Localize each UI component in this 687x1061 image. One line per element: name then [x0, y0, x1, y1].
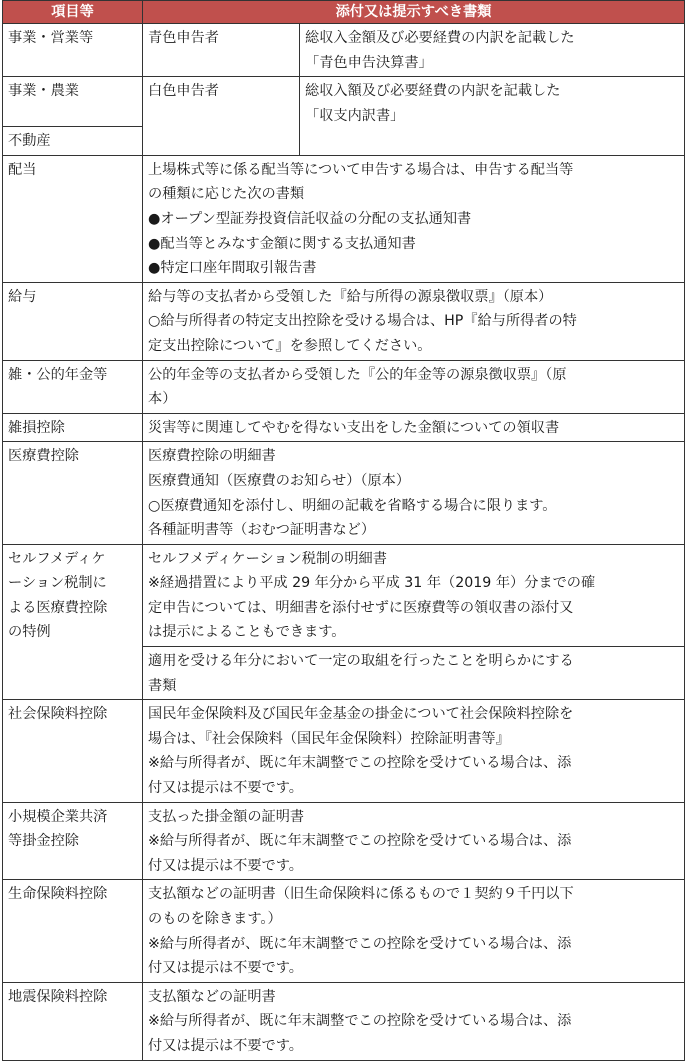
- table-row: [3, 700, 685, 802]
- row-label-business-agri: 事業・農業: [3, 77, 143, 127]
- blue-filer-label: 青色申告者: [143, 24, 300, 77]
- row-label-life-insurance: 生命保険料控除: [3, 880, 143, 982]
- salary-docs: 給与等の支払者から受領した『給与所得の源泉徴収票』（原本） ○給与所得者の特定支出控除を受ける場合は、HP『給与所得者の特 定支出控除について』を参照してください。: [143, 282, 685, 360]
- row-label-casualty: 雑損控除: [3, 413, 143, 442]
- white-filer-docs: 総収入額及び必要経費の内訳を記載した 「収支内訳書」: [300, 77, 685, 156]
- table-row: [3, 413, 685, 442]
- table-row: [3, 77, 685, 127]
- earthquake-insurance-docs: 支払額などの証明書 ※給与所得者が、既に年末調整でこの控除を受けている場合は、添 付又は提示は不要です。: [143, 982, 685, 1060]
- life-insurance-docs: 支払額などの証明書（旧生命保険料に係るもので１契約９千円以下 のものを除きます。） ※給与所得者が、既に年末調整でこの控除を受けている場合は、添 付又は提示は不要です。: [143, 880, 685, 982]
- table-header: [3, 1, 685, 24]
- row-label-small-business: 小規模企業共済 等掛金控除: [3, 802, 143, 880]
- table-row: [3, 802, 685, 880]
- table-row: [3, 155, 685, 282]
- self-medication-docs-a: セルフメディケーション税制の明細書 ※経過措置により平成 29 年分から平成 31 年（2019 年）分までの確 定申告については、明細書を添付せずに医療費等の領収書の添付又 は提示によることもできます。: [143, 544, 685, 646]
- small-business-docs: 支払った掛金額の証明書 ※給与所得者が、既に年末調整でこの控除を受けている場合は、添 付又は提示は不要です。: [143, 802, 685, 880]
- header-item: 項目等: [3, 1, 143, 24]
- white-filer-label: 白色申告者: [143, 77, 300, 156]
- row-label-self-medication: セルフメディケ ーション税制に よる医療費控除 の特例: [3, 544, 143, 700]
- table-row: [3, 442, 685, 544]
- medical-docs: 医療費控除の明細書 医療費通知（医療費のお知らせ）（原本） ○医療費通知を添付し、明細の記載を省略する場合に限ります。 各種証明書等（おむつ証明書など）: [143, 442, 685, 544]
- table-row: [3, 544, 685, 646]
- table-row: [3, 282, 685, 360]
- row-label-dividend: 配当: [3, 155, 143, 282]
- dividend-docs: 上場株式等に係る配当等について申告する場合は、申告する配当等 の種類に応じた次の書類 ●オープン型証券投資信託収益の分配の支払通知書 ●配当等とみなす金額に関する支払通知書 ●特定口座年間取引報告書: [143, 155, 685, 282]
- table-row: [3, 360, 685, 413]
- row-label-business-sales: 事業・営業等: [3, 24, 143, 77]
- row-label-real-estate: 不動産: [3, 127, 143, 156]
- self-medication-docs-b: 適用を受ける年分において一定の取組を行ったことを明らかにする 書類: [143, 647, 685, 700]
- row-label-earthquake-insurance: 地震保険料控除: [3, 982, 143, 1060]
- table-row: [3, 24, 685, 77]
- misc-pension-docs: 公的年金等の支払者から受領した『公的年金等の源泉徴収票』（原 本）: [143, 360, 685, 413]
- row-label-misc-pension: 雑・公的年金等: [3, 360, 143, 413]
- row-label-medical: 医療費控除: [3, 442, 143, 544]
- row-label-salary: 給与: [3, 282, 143, 360]
- documents-table: [2, 0, 685, 1061]
- header-documents: 添付又は提示すべき書類: [143, 1, 685, 24]
- table-row: [3, 982, 685, 1060]
- casualty-docs: 災害等に関連してやむを得ない支出をした金額についての領収書: [143, 413, 685, 442]
- blue-filer-docs: 総収入金額及び必要経費の内訳を記載した 「青色申告決算書」: [300, 24, 685, 77]
- table-row: [3, 880, 685, 982]
- row-label-social-insurance: 社会保険料控除: [3, 700, 143, 802]
- social-insurance-docs: 国民年金保険料及び国民年金基金の掛金について社会保険料控除を 場合は、『社会保険料（国民年金保険料）控除証明書等』 ※給与所得者が、既に年末調整でこの控除を受けている場合は、添 付又は提示は不要です。: [143, 700, 685, 802]
